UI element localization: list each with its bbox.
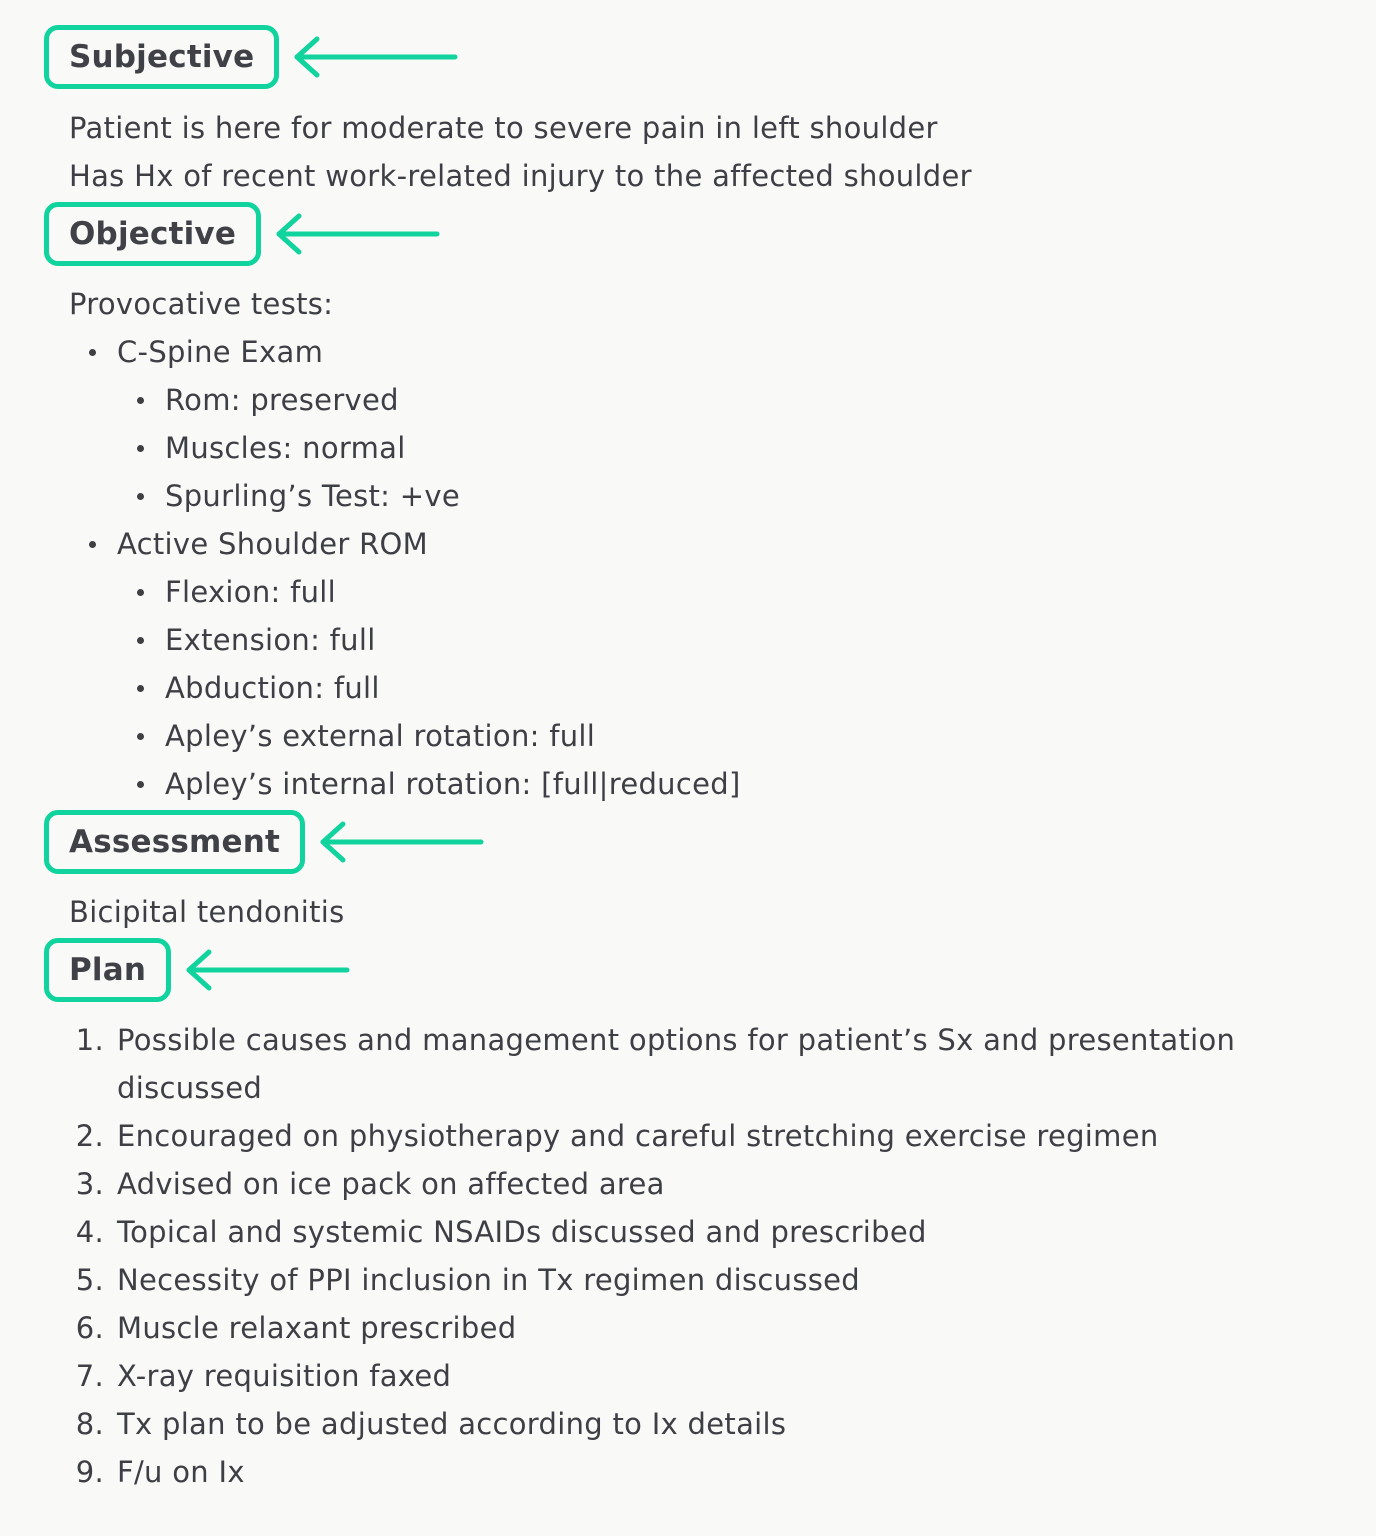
bullet-icon — [137, 733, 144, 740]
arrow-left-icon — [289, 33, 459, 81]
plan-item-6-text: Muscle relaxant prescribed — [117, 1311, 517, 1345]
bullet-icon — [137, 493, 144, 500]
plan-item-5-number: 5. — [75, 1263, 104, 1297]
bullet-icon — [137, 589, 144, 596]
bullet-icon — [137, 445, 144, 452]
plan-item-8-number: 8. — [75, 1407, 104, 1441]
objective-group-2-item-3: Abduction: full — [165, 671, 380, 705]
bullet-icon — [137, 637, 144, 644]
plan-item-5-text: Necessity of PPI inclusion in Tx regimen discussed — [117, 1263, 860, 1297]
plan-item-6-number: 6. — [75, 1311, 104, 1345]
arrow-left-icon — [315, 818, 485, 866]
plan-item-1-line-1: Possible causes and management options for patient’s Sx and presentation — [117, 1023, 1236, 1057]
assessment-heading-row — [44, 810, 485, 874]
objective-intro: Provocative tests: — [69, 287, 334, 321]
objective-group-1-item-1: Rom: preserved — [165, 383, 399, 417]
objective-group-1-item-3: Spurling’s Test: +ve — [165, 479, 460, 513]
plan-item-4-text: Topical and systemic NSAIDs discussed and prescribed — [117, 1215, 927, 1249]
plan-item-3-text: Advised on ice pack on affected area — [117, 1167, 665, 1201]
plan-item-4-number: 4. — [75, 1215, 104, 1249]
objective-group-2-label: Active Shoulder ROM — [117, 527, 428, 561]
subjective-heading-row — [44, 25, 459, 89]
bullet-icon — [137, 685, 144, 692]
objective-group-2-item-4: Apley’s external rotation: full — [165, 719, 596, 753]
objective-group-2-item-5: Apley’s internal rotation: [full|reduced] — [165, 767, 741, 801]
bullet-icon — [89, 349, 96, 356]
subjective-line-1: Patient is here for moderate to severe pain in left shoulder — [69, 111, 938, 145]
plan-heading-row — [44, 938, 351, 1002]
objective-heading-row — [44, 202, 441, 266]
plan-item-2-text: Encouraged on physiotherapy and careful stretching exercise regimen — [117, 1119, 1159, 1153]
objective-group-2-item-1: Flexion: full — [165, 575, 337, 609]
objective-heading: Objective — [44, 202, 261, 266]
plan-item-7-number: 7. — [75, 1359, 104, 1393]
plan-item-8-text: Tx plan to be adjusted according to Ix details — [117, 1407, 787, 1441]
bullet-icon — [137, 397, 144, 404]
bullet-icon — [89, 541, 96, 548]
plan-item-2-number: 2. — [75, 1119, 104, 1153]
plan-item-7-text: X-ray requisition faxed — [117, 1359, 452, 1393]
objective-group-2-item-2: Extension: full — [165, 623, 376, 657]
plan-heading: Plan — [44, 938, 171, 1002]
plan-item-9-text: F/u on Ix — [117, 1455, 245, 1489]
plan-item-9-number: 9. — [75, 1455, 104, 1489]
plan-item-1-number: 1. — [75, 1023, 104, 1057]
assessment-text: Bicipital tendonitis — [69, 895, 345, 929]
objective-group-1-item-2: Muscles: normal — [165, 431, 406, 465]
assessment-heading: Assessment — [44, 810, 305, 874]
arrow-left-icon — [181, 946, 351, 994]
bullet-icon — [137, 781, 144, 788]
objective-group-1-label: C-Spine Exam — [117, 335, 324, 369]
plan-item-1-line-2: discussed — [117, 1071, 263, 1105]
subjective-heading: Subjective — [44, 25, 279, 89]
plan-item-3-number: 3. — [75, 1167, 104, 1201]
arrow-left-icon — [271, 210, 441, 258]
subjective-line-2: Has Hx of recent work-related injury to the affected shoulder — [69, 159, 972, 193]
